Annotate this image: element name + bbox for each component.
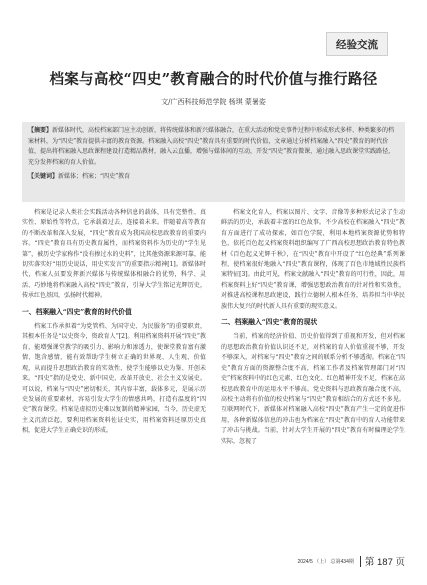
continued-paragraph: 档案文化育人，档案以图片、文字、音像等多种形式记录了生动鲜活的历史，承载着丰富的红色故事。不少高校在档案融入“四史”教育方面进行了成功探索，如百色学院，利用本地档案资源优势和特色，依托百色起义档案资料组织编写了广西高校思想政治教育特色教材《百色起义光辉千秋》，在“四史”教育中开设了“红色经典”系列课程，使档案很好地融入“四史”教育课程，体现了百色市地域性民族档案特征[3]。由此可见，档案文献融入“四史”教育的可行性，因此，用档案资料上好“四史”教育课，增强思想政治教育的针对性和实效性，对推进高校课程思政建设，践行立德树人根本任务，培养担当中华民族伟大复兴的时代新人具有重要的现实意义。 — [221, 209, 405, 310]
footer-divider — [360, 556, 361, 567]
article-title: 档案与高校“四史”教育融合的时代价值与推行路径 — [49, 71, 378, 88]
abstract-box — [22, 122, 405, 202]
abstract-text: 新媒体时代，高校档案部门应主动创新，将传统媒体和新兴媒体融合，在重大活动和党史事件过程中形成形式多样、种类繁多的档案材料，为“四史”教育提供丰富的教育资源。档案融入高校“四史”教育具有重要的时代价值，文章通过分析档案融入“四史”教育的时代价值，提出将档案融入思政课程建设打造精品教材，融入云直播，增强与媒体间的互动，开发“四史”教育微课，通过融入思政课堂实践路径，充分发挥档案的育人价值。 — [28, 127, 395, 166]
left-column — [22, 208, 206, 437]
body-paragraph: 档案工作承担着“为党管档、为国守史、为民服务”的重要职责，其根本任务是“以史资今，资政育人”[2]。利用档案资料开展“四史”教育，能增强课堂教学的吸引力、影响力和渗透力，使课堂教育富有激情、饱含感情，能有效帮助学生树立正确的世界观、人生观、价值观，从而提升思想政治教育的实效性，使学生能够以史为鉴、开创未来。“四史”指的是党史、新中国史、改革开放史、社会主义发展史。可以说，档案与“四史”密切相关，其内容丰富，载体多元，是展示历史发展的重要素材，容易引发大学生的情感共鸣，打造有温度的“四史”教育课堂。档案是虚拟历史难以复制的精神家园，当今，历史虚无主义沉渣泛起，要利用档案资料佐证史实，用档案资料还原历史真相，促进大学生正确史识的形成。 — [22, 323, 206, 435]
section-tag: 经验交流 — [326, 32, 388, 56]
keywords-block — [28, 172, 399, 183]
abstract-text-block — [28, 126, 399, 168]
issue-info: 2024/5 （上） 总第434期 — [297, 558, 354, 565]
section-heading-1: 一、档案融入“四史”教育的时代价值 — [22, 307, 132, 316]
right-column — [221, 208, 405, 447]
body-paragraph: 当前，档案的经济价值、历史价值得到了重视和开发，但对档案的思想政治教育价值认识还不足，对档案的育人价值重视不够，开发不够深入，对档案与“四史”教育之间的联系分析不够透彻。档案在“四史”教育方面的资源整合度不高，档案工作者及档案管理部门对“四史”档案资料中的红色元素、红色文化、红色精神开发不足，档案在高校思政教育中的运用水平不够高。党史资料与思政教育融合度不高，高校主动将有价值的校史档案与“四史”教育相结合的方式还不多见。互联网时代下，新媒体对档案融入高校“四史”教育产生一定的促进作用，各种新媒体信息的冲击也为档案在“四史”教育中的育人功能带来了冲击与挑战。当前，针对大学生开展的“四史”教育有时偏理论学生实际，忽视了 — [221, 333, 405, 445]
keywords-label: 【关键词】 — [28, 173, 59, 180]
keywords-text: 新媒体；档案；“四史”教育 — [58, 173, 131, 180]
section-heading-2: 二、档案融入“四史”教育的现状 — [221, 318, 318, 327]
intro-paragraph: 档案是记录人类社会实践活动各种信息的载体，具有完整性、真实性、原始性等特点，它承载着过去，连接着未来。伴随着高等教育的不断改革和深入发展，“四史”教育成为我国高校思政教育的重要内容。“四史”教育具有历史教育属性，而档案资料作为历史的“学生见第”，被历史学家称作“没有掺过水的史料”，比其他资源来源可靠，能切实落实好“用历史说话，用史实发言”的重要指示精神[1]。新媒体时代，档案人员要发挥新兴媒体与传统媒体相融合的优势，科学、灵活、巧妙地将档案融入高校“四史”教育，引导大学生铭记光辉历史，传承红色基因，弘扬时代精神。 — [22, 209, 206, 300]
abstract-label: 【摘要】 — [28, 127, 53, 134]
page-number: 第 187 页 — [364, 557, 405, 568]
byline: 文/广西科技师范学院 杨琪 蒙暑姿 — [161, 98, 266, 106]
page-footer — [297, 554, 405, 568]
